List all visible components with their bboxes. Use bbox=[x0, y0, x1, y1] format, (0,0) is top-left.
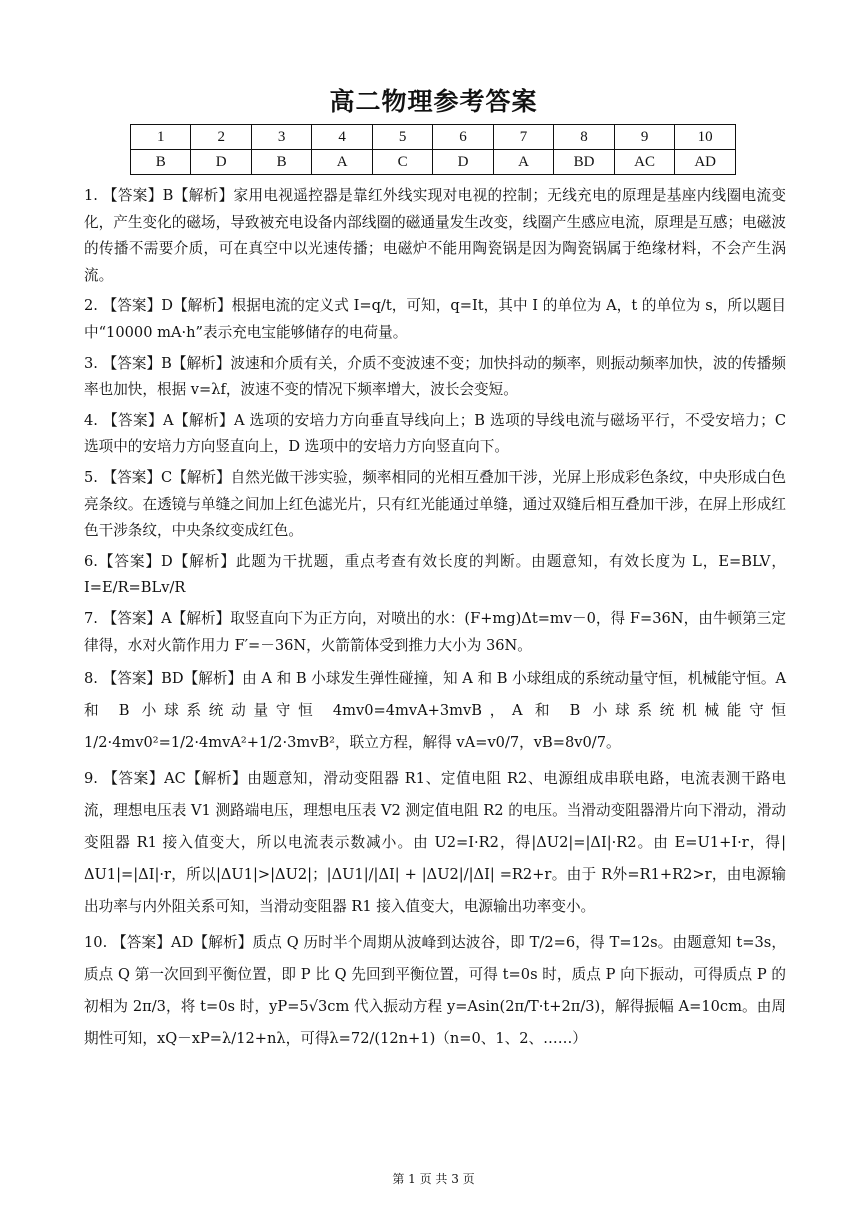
answer-cell: A bbox=[493, 150, 553, 175]
answer-table bbox=[130, 124, 736, 175]
question-number-cell: 6 bbox=[433, 125, 493, 150]
solution-8: 8. 【答案】BD【解析】由 A 和 B 小球发生弹性碰撞，知 A 和 B 小球组成的系统动量守恒，机械能守恒。A 和 B 小球系统动量守恒 4mv0=4mvA+3mvB，A 和 B 小球系统机械能守恒 1/2·4mv0²=1/2·4mvA²+1/2·3mvB²，联立方程，解得 vA=v0/7，vB=8v0/7。 bbox=[84, 670, 786, 752]
question-number-cell: 1 bbox=[131, 125, 191, 150]
answer-row bbox=[131, 150, 736, 175]
solution-7: 7. 【答案】A【解析】取竖直向下为正方向，对喷出的水：(F+mg)Δt=mv－0，得 F=36N，由牛顿第三定律得，水对火箭作用力 F′=－36N，火箭箭体受到推力大小为 36N。 bbox=[84, 609, 786, 654]
page-footer: 第 1 页 共 3 页 bbox=[392, 1172, 475, 1186]
answer-cell: B bbox=[251, 150, 311, 175]
answer-cell: AD bbox=[675, 150, 736, 175]
question-number-cell: 3 bbox=[251, 125, 311, 150]
answer-cell: A bbox=[312, 150, 372, 175]
question-number-cell: 2 bbox=[191, 125, 251, 150]
question-number-cell: 10 bbox=[675, 125, 736, 150]
answer-cell: AC bbox=[614, 150, 675, 175]
question-number-cell: 8 bbox=[554, 125, 615, 150]
solution-9: 9. 【答案】AC【解析】由题意知，滑动变阻器 R1、定值电阻 R2、电源组成串联电路，电流表测干路电流，理想电压表 V1 测路端电压，理想电压表 V2 测定值电阻 R2 的电压。当滑动变阻器滑片向下滑动，滑动变阻器 R1 接入值变大，所以电流表示数减小。由 U2=I·R2，得|ΔU2|=|ΔI|·R2。由 E=U1+I·r，得|ΔU1|=|ΔI|·r，所以|ΔU1|>|ΔU2|；|ΔU1|/|ΔI| + |ΔU2|/|ΔI| =R2+r。由于 R外=R1+R2>r，由电源输出功率与内外阻关系可知，当滑动变阻器 R1 接入值变大，电源输出功率变小。 bbox=[84, 770, 786, 916]
solution-1: 1. 【答案】B【解析】家用电视遥控器是靠红外线实现对电视的控制；无线充电的原理是基座内线圈电流变化，产生变化的磁场，导致被充电设备内部线圈的磁通量发生改变，线圈产生感应电流，原理是互感；电磁波的传播不需要介质，可在真空中以光速传播；电磁炉不能用陶瓷锅是因为陶瓷锅属于绝缘材料，不会产生涡流。 bbox=[84, 187, 786, 284]
solution-6: 6.【答案】D【解析】此题为干扰题，重点考查有效长度的判断。由题意知，有效长度为 L，E=BLV，I=E/R=BLv/R bbox=[84, 552, 786, 597]
question-number-cell: 5 bbox=[372, 125, 432, 150]
question-number-cell: 9 bbox=[614, 125, 675, 150]
page-title: 高二物理参考答案 bbox=[329, 87, 538, 116]
answer-cell: D bbox=[191, 150, 251, 175]
solutions-section bbox=[84, 183, 786, 1059]
solution-2: 2. 【答案】D【解析】根据电流的定义式 I=q/t，可知，q=It，其中 I 的单位为 A，t 的单位为 s，所以题目中“10000 mA·h”表示充电宝能够储存的电荷量。 bbox=[84, 297, 786, 341]
answer-cell: D bbox=[433, 150, 493, 175]
question-number-cell: 4 bbox=[312, 125, 372, 150]
solution-4: 4. 【答案】A【解析】A 选项的安培力方向垂直导线向上；B 选项的导线电流与磁场平行，不受安培力；C 选项中的安培力方向竖直向上，D 选项中的安培力方向竖直向下。 bbox=[84, 411, 786, 456]
solution-5: 5. 【答案】C【解析】自然光做干涉实验，频率相同的光相互叠加干涉，光屏上形成彩色条纹，中央形成白色亮条纹。在透镜与单缝之间加上红色滤光片，只有红光能通过单缝，通过双缝后相互叠加干涉，在屏上形成红色干涉条纹，中央条纹变成红色。 bbox=[84, 468, 786, 540]
solution-10: 10. 【答案】AD【解析】质点 Q 历时半个周期从波峰到达波谷，即 T/2=6，得 T=12s。由题意知 t=3s，质点 Q 第一次回到平衡位置，即 P 比 Q 先回到平衡位置，可得 t=0s 时，质点 P 向下振动，可得质点 P 的初相为 2π/3，将 t=0s 时，yP=5√3cm 代入振动方程 y=Asin(2π/T·t+2π/3)，解得振幅 A=10cm。由周期性可知，xQ－xP=λ/12+nλ，可得λ=72/(12n+1)（n=0、1、2、……） bbox=[84, 934, 786, 1048]
question-number-row bbox=[131, 125, 736, 150]
answer-cell: BD bbox=[554, 150, 615, 175]
solution-3: 3. 【答案】B【解析】波速和介质有关，介质不变波速不变；加快抖动的频率，则振动频率加快，波的传播频率也加快，根据 v=λf，波速不变的情况下频率增大，波长会变短。 bbox=[84, 354, 786, 399]
answer-cell: B bbox=[131, 150, 191, 175]
answer-cell: C bbox=[372, 150, 432, 175]
question-number-cell: 7 bbox=[493, 125, 553, 150]
